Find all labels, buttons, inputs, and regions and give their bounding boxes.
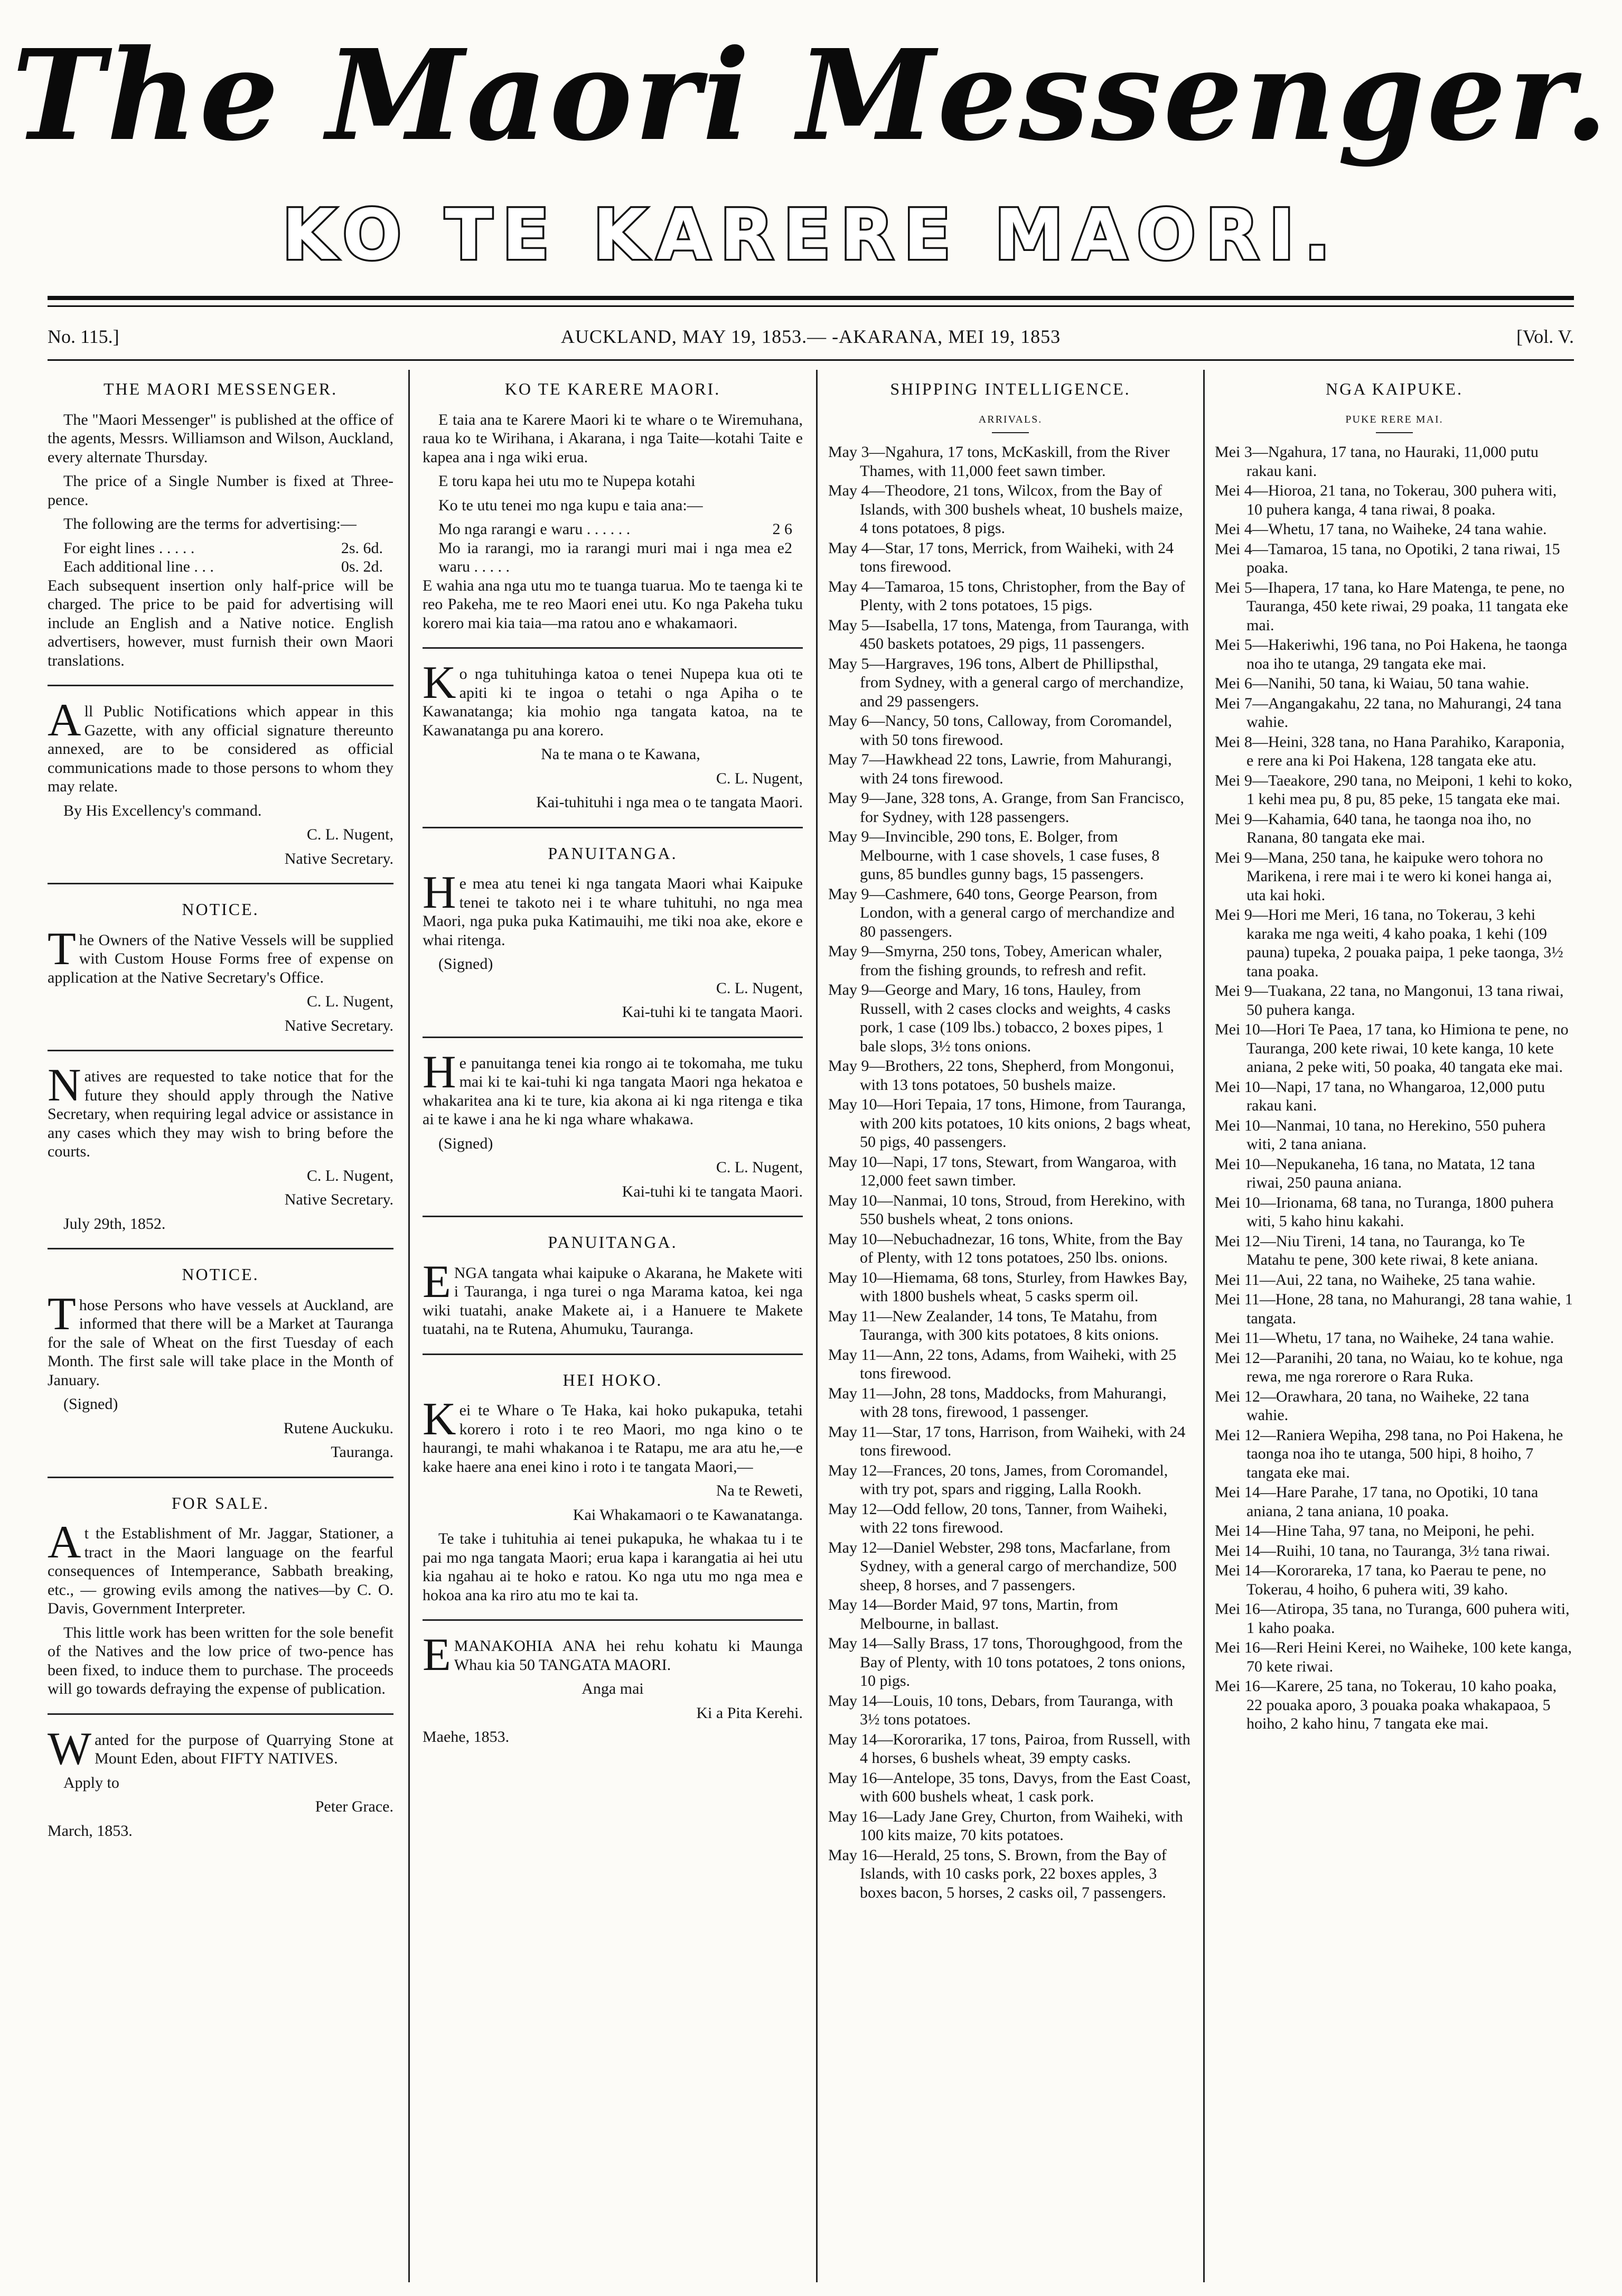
issue-date: AUCKLAND, MAY 19, 1853.— -AKARANA, MEI 19, 1853: [560, 326, 1061, 347]
arrival-entry: Mei 16—Karere, 25 tana, no Tokerau, 10 kaho poaka, 22 pouaka aporo, 3 pouaka poaka whakapaoa, 5 hoiho, 2 kaho hinu, 7 tangata eke mai.: [1215, 1677, 1557, 1732]
arrival-entry: Mei 14—Hare Parahe, 17 tana, no Opotiki, 10 tana aniana, 2 tana aniana, 10 poaka.: [1215, 1483, 1539, 1520]
paragraph: Anga mai: [582, 1680, 644, 1697]
fee-value: 2 6: [772, 520, 792, 538]
fee-row: [48, 539, 393, 558]
arrival-entry: Mei 14—Hine Taha, 97 tana, no Meiponi, he pehi.: [1215, 1522, 1535, 1539]
arrival-entry: Mei 8—Heini, 328 tana, no Hana Parahiko, Karaponia, e rere ana ki Poi Hakena, 128 tangata eke atu.: [1215, 733, 1565, 769]
section-heading: FOR SALE.: [171, 1493, 270, 1513]
separator: [992, 432, 1029, 433]
paragraph: Natives are requested to take notice that for the future they should apply through the Native Secretary, when requiring legal advice or assistance in any cases which they may wish to bring before the courts.: [48, 1060, 393, 1160]
fee-label: For eight lines . . . . .: [63, 539, 195, 557]
arrival-entry: Mei 4—Tamaroa, 15 tana, no Opotiki, 2 tana riwai, 15 poaka.: [1215, 540, 1560, 576]
arrival-entry: May 10—Nanmai, 10 tons, Stroud, from Herekino, with 550 bushels wheat, 2 tons onions.: [828, 1191, 1185, 1228]
arrival-entry: Mei 4—Whetu, 17 tana, no Waiheke, 24 tana wahie.: [1215, 520, 1547, 538]
paragraph: Kei te Whare o Te Haka, kai hoko pukapuka, tetahi korero i roto i te reo Maori, mo nga kino o te haurangi, te mahi whakanoa i te Ratapu, me ara atu he,—e kake haere ana enei kino i roto i te tangata Maori,—: [423, 1394, 803, 1476]
arrival-entry: May 12—Odd fellow, 20 tons, Tanner, from Waiheki, with 22 tons firewood.: [828, 1500, 1167, 1536]
signature: C. L. Nugent,: [716, 979, 803, 997]
signature: C. L. Nugent,: [716, 1159, 803, 1176]
signature-title: Native Secretary.: [284, 1191, 393, 1208]
paragraph: ENGA tangata whai kaipuke o Akarana, he Makete witi i Tauranga, i nga turei o nga Marama katoa, kei nga wiki tuatahi, anake Makete ai, i a Hanuere te Makete tuatahi, na te Rutena, Ahumuku, Tauranga.: [423, 1256, 803, 1338]
arrival-entry: May 16—Antelope, 35 tons, Davys, from the East Coast, with 600 bushels wheat, 1 cask pork.: [828, 1769, 1191, 1805]
arrival-entry: May 11—John, 28 tons, Maddocks, from Mahurangi, with 28 tons, firewood, 1 passenger.: [828, 1384, 1167, 1421]
arrival-entry: May 10—Hori Tepaia, 17 tons, Himone, from Tauranga, with 200 kits potatoes, 10 kits onions, 2 bags wheat, 50 pigs, 40 passengers.: [828, 1096, 1191, 1151]
arrival-entry: May 11—Ann, 22 tons, Adams, from Waiheki, with 25 tons firewood.: [828, 1346, 1177, 1382]
arrival-entry: Mei 10—Napi, 17 tana, no Whangaroa, 12,000 putu rakau kani.: [1215, 1078, 1545, 1114]
top-rule-thin: [48, 305, 1574, 307]
column-english-notices: [48, 372, 393, 2274]
arrival-entry: Mei 9—Kahamia, 640 tana, he taonga noa iho, no Ranana, 80 tangata eke mai.: [1215, 810, 1532, 846]
fee-row: [48, 557, 393, 576]
arrival-entry: Mei 12—Niu Tireni, 14 tana, no Tauranga, ko Te Matahu te pene, 300 kete riwai, 8 kete aniana.: [1215, 1232, 1539, 1268]
section-heading: KO TE KARERE MAORI.: [504, 379, 721, 398]
signature: C. L. Nugent,: [306, 993, 393, 1010]
fee-value: 2: [784, 539, 792, 557]
separator: [423, 1037, 803, 1038]
arrival-entry: Mei 5—Hakeriwhi, 196 tana, no Poi Hakena, he taonga noa iho te utanga, 29 tangata eke mai.: [1215, 636, 1568, 673]
arrival-entry: Mei 14—Kororareka, 17 tana, ko Paerau te pene, no Tokerau, 4 hoiho, 6 puhera witi, 39 kaho.: [1215, 1562, 1546, 1598]
arrival-entry: Mei 16—Atiropa, 35 tana, no Turanga, 600 puhera witi, 1 kaho poaka.: [1215, 1600, 1570, 1637]
arrival-entry: May 14—Sally Brass, 17 tons, Thoroughgood, from the Bay of Plenty, with 10 tons potatoes, 2 tons onions, 10 pigs.: [828, 1635, 1186, 1690]
signature-title: Native Secretary.: [284, 1016, 393, 1034]
section-heading: HEI HOKO.: [562, 1370, 663, 1389]
arrival-entry: Mei 9—Hori me Meri, 16 tana, no Tokerau, 3 kehi karaka me nga weiti, 4 kaho poaka, 1 kehi (109 pauna) tupeka, 2 pouaka paipa, 1 peke taonga, 3½ tana poaka.: [1215, 906, 1563, 980]
column-divider: [408, 370, 410, 2282]
fee-label: Each additional line . . .: [63, 558, 214, 575]
paragraph: Te take i tuhituhia ai tenei pukapuka, he whakaa tu i te pai mo nga tangata Maori; erua kapa i karangatia ai hei utu kia ngahau ai te hoko e ratou. Ko nga utu mo nga mea e hokoa ana ka riro atu mo te kai ta.: [423, 1530, 803, 1604]
column-maori-notices: [423, 372, 803, 2274]
arrival-entry: May 10—Hiemama, 68 tons, Sturley, from Hawkes Bay, with 1800 bushels wheat, 5 casks sperm oil.: [828, 1268, 1188, 1305]
masthead-subtitle: KO TE KARERE MAORI.: [282, 194, 1340, 276]
paragraph: All Public Notifications which appear in this Gazette, with any official signature thereunto annexed, are to be considered as official communications made to those persons to whom they may relate.: [48, 695, 393, 795]
paragraph: At the Establishment of Mr. Jaggar, Stationer, a tract in the Maori language on the fearful consequences of Intemperance, Sabbath breaking, etc., — growing evils among the natives—by C. O. Davis, Government Interpreter.: [48, 1517, 393, 1617]
paragraph: E wahia ana nga utu mo te tuanga tuarua. Mo te taenga ki te reo Pakeha, me te reo Maori enei utu. Ko nga Pakeha tuku korero mai kia taia—ma ratou ano e whakamaori.: [423, 576, 803, 632]
signature: Rutene Auckuku.: [283, 1419, 393, 1437]
fee-label: Mo nga rarangi e waru . . . . . .: [438, 520, 631, 538]
arrivals-list: [828, 443, 1193, 1902]
column-nga-kaipuke: [1215, 372, 1574, 2274]
section-heading: SHIPPING INTELLIGENCE.: [890, 379, 1131, 398]
paragraph: Wanted for the purpose of Quarrying Stone at Mount Eden, about FIFTY NATIVES.: [48, 1723, 393, 1775]
volume-number: [Vol. V.: [1516, 326, 1574, 347]
arrival-entry: May 14—Border Maid, 97 tons, Martin, from Melbourne, in ballast.: [828, 1596, 1119, 1632]
section-heading: THE MAORI MESSENGER.: [103, 379, 338, 398]
arrival-entry: May 9—Invincible, 290 tons, E. Bolger, from Melbourne, with 1 case shovels, 1 case fuses, 8 guns, 85 bundles gunny bags, 15 passengers.: [828, 828, 1160, 883]
arrival-entry: May 9—George and Mary, 16 tons, Hauley, from Russell, with 2 cases clocks and weights, 4 casks pork, 1 case (109 lbs.) tobacco, 2 boxes pipes, 1 bale slops, 3½ tons onions.: [828, 981, 1171, 1055]
dateline: [48, 323, 1574, 350]
arrival-entry: May 14—Kororarika, 17 tons, Pairoa, from Russell, with 4 horses, 6 bushels wheat, 39 empty casks.: [828, 1730, 1190, 1767]
paragraph: The Owners of the Native Vessels will be supplied with Custom House Forms free of expense on application at the Native Secretary's Office.: [48, 923, 393, 986]
arrival-entry: Mei 3—Ngahura, 17 tana, no Hauraki, 11,000 putu rakau kani.: [1215, 443, 1539, 480]
arrival-entry: May 9—Smyrna, 250 tons, Tobey, American whaler, from the fishing grounds, to refresh and refit.: [828, 942, 1162, 979]
section-heading: NOTICE.: [182, 900, 259, 919]
signature-title: Native Secretary.: [284, 850, 393, 867]
signature-title: Kai-tuhi ki te tangata Maori.: [622, 1182, 803, 1200]
section-heading: NGA KAIPUKE.: [1326, 379, 1463, 398]
date-line: July 29th, 1852.: [63, 1215, 166, 1233]
arrival-entry: Mei 10—Irionama, 68 tana, no Turanga, 1800 puhera witi, 5 kaho hinu kakahi.: [1215, 1193, 1554, 1230]
paragraph: Ko te utu tenei mo nga kupu e taia ana:—: [438, 496, 703, 514]
fee-label: Mo ia rarangi, mo ia rarangi muri mai i nga mea e waru . . . . .: [438, 539, 784, 575]
date-line: March, 1853.: [48, 1822, 133, 1840]
paragraph: The following are the terms for advertising:—: [63, 515, 357, 533]
signed-label: (Signed): [63, 1395, 118, 1413]
paragraph: E taia ana te Karere Maori ki te whare o te Wiremuhana, raua ko te Wirihana, i Akarana, i nga Taite—kotahi Taite e kapea ana i nga wiki erua.: [423, 410, 803, 466]
section-subheading: PUKE RERE MAI.: [1345, 413, 1443, 425]
arrival-entry: May 9—Brothers, 22 tons, Shepherd, from Mongonui, with 13 tons potatoes, 50 bushels maize.: [828, 1057, 1174, 1094]
separator: [423, 827, 803, 828]
issue-number: No. 115.]: [48, 326, 119, 347]
column-divider: [816, 370, 818, 2282]
arrival-entry: May 10—Napi, 17 tons, Stewart, from Wangaroa, with 12,000 feet sawn timber.: [828, 1153, 1177, 1189]
separator: [1376, 432, 1413, 433]
arrival-entry: May 4—Theodore, 21 tons, Wilcox, from the Bay of Islands, with 300 bushels wheat, 10 bushels maize, 4 tons potatoes, 8 pigs.: [828, 482, 1183, 537]
arrivals-list: [1215, 443, 1574, 1733]
column-shipping-intelligence: [828, 372, 1193, 2274]
arrival-entry: Mei 16—Reri Heini Kerei, no Waiheke, 100 kete kanga, 70 kete riwai.: [1215, 1639, 1572, 1675]
separator: [423, 1216, 803, 1217]
arrival-entry: Mei 11—Hone, 28 tana, no Mahurangi, 28 tana wahie, 1 tangata.: [1215, 1291, 1573, 1327]
arrival-entry: May 16—Herald, 25 tons, S. Brown, from the Bay of Islands, with 10 casks pork, 22 boxes apples, 3 boxes bacon, 5 horses, 2 casks oil, 7 passengers.: [828, 1846, 1167, 1901]
arrival-entry: May 14—Louis, 10 tons, Debars, from Tauranga, with 3½ tons potatoes.: [828, 1692, 1174, 1728]
signed-label: (Signed): [438, 955, 493, 973]
arrival-entry: May 5—Hargraves, 196 tons, Albert de Phillipsthal, from Sydney, with a general cargo of merchandize, and 29 passengers.: [828, 655, 1184, 710]
paragraph: This little work has been written for the sole benefit of the Natives and the low price of two-pence has been fixed, to induce them to purchase. The proceeds will go towards defraying the expense of publication.: [48, 1623, 393, 1697]
arrival-entry: May 5—Isabella, 17 tons, Matenga, from Tauranga, with 450 baskets potatoes, 29 pigs, 11 passengers.: [828, 616, 1189, 652]
fee-value: 2s. 6d.: [341, 539, 383, 557]
separator: [423, 647, 803, 649]
paragraph: He mea atu tenei ki nga tangata Maori whai Kaipuke tenei te takoto nei i te whare tuhituhi, no nga mea Maori, nga puka puka Katimauihi, me tiki noa ake, ekore e whai ritenga.: [423, 867, 803, 949]
paragraph: He panuitanga tenei kia rongo ai te tokomaha, me tuku mai ki te kai-tuhi ki nga tangata Maori nga hekatoa e whakaritea ana ki te ture, kia akona ai ki nga ritenga e tika ai te kawe i ana he ki nga whare whakawa.: [423, 1046, 803, 1128]
separator: [423, 1619, 803, 1621]
arrival-entry: May 12—Daniel Webster, 298 tons, Macfarlane, from Sydney, with a general cargo of merchandize, 500 sheep, 8 horses, and 7 passengers.: [828, 1538, 1177, 1594]
arrival-entry: Mei 14—Ruihi, 10 tana, no Tauranga, 3½ tana riwai.: [1215, 1542, 1550, 1560]
separator: [48, 1248, 393, 1249]
arrival-entry: Mei 12—Orawhara, 20 tana, no Waiheke, 22 tana wahie.: [1215, 1387, 1530, 1424]
arrival-entry: Mei 7—Angangakahu, 22 tana, no Mahurangi, 24 tana wahie.: [1215, 694, 1562, 731]
arrival-entry: Mei 12—Raniera Wepiha, 298 tana, no Poi Hakena, he taonga noa iho te utanga, 500 hipi, 8 hoiho, 7 tangata eke mai.: [1215, 1426, 1563, 1481]
section-heading: PANUITANGA.: [548, 843, 678, 863]
separator: [423, 1354, 803, 1355]
arrival-entry: Mei 9—Tuakana, 22 tana, no Mangonui, 13 tana riwai, 50 puhera kanga.: [1215, 982, 1564, 1019]
arrival-entry: Mei 11—Whetu, 17 tana, no Waiheke, 24 tana wahie.: [1215, 1329, 1554, 1347]
arrival-entry: Mei 4—Hioroa, 21 tana, no Tokerau, 300 puhera witi, 10 puhera kanga, 4 tana riwai, 8 poaka.: [1215, 482, 1557, 518]
paragraph: Ko nga tuhituhinga katoa o tenei Nupepa kua oti te apiti ki te ingoa o tetahi o nga Apiha o te Kawanatanga; kia mohio nga tangata katoa, na te Kawanatanga pu ana korero.: [423, 657, 803, 739]
signature: Na te Reweti,: [716, 1482, 803, 1499]
separator: [48, 883, 393, 884]
separator: [48, 1477, 393, 1478]
arrival-entry: Mei 9—Taeakore, 290 tana, no Meiponi, 1 kehi to koko, 1 kehi mea pu, 8 pu, 85 peke, 15 tangata eke mai.: [1215, 771, 1572, 808]
arrival-entry: May 9—Cashmere, 640 tons, George Pearson, from London, with a general cargo of merchandize and 80 passengers.: [828, 885, 1175, 940]
signature-title: Kai-tuhi ki te tangata Maori.: [622, 1003, 803, 1021]
paragraph: By His Excellency's command.: [63, 801, 262, 819]
fee-row: [423, 520, 803, 539]
masthead-title: The Maori Messenger.: [12, 22, 1610, 169]
column-divider: [1203, 370, 1205, 2282]
arrival-entry: May 9—Jane, 328 tons, A. Grange, from San Francisco, for Sydney, with 128 passengers.: [828, 789, 1185, 826]
arrival-entry: Mei 9—Mana, 250 tana, he kaipuke wero tohora no Marikena, i rere mai i te wero ki konei hanga ai, uta kai hoki.: [1215, 848, 1552, 904]
arrival-entry: May 11—Star, 17 tons, Harrison, from Waiheki, with 24 tons firewood.: [828, 1423, 1186, 1459]
arrival-entry: Mei 5—Ihapera, 17 tana, ko Hare Matenga, te pene, no Tauranga, 450 kete riwai, 29 poaka, 11 tangata eke mai.: [1215, 578, 1569, 634]
arrival-entry: Mei 10—Nanmai, 10 tana, no Herekino, 550 puhera witi, 2 tana aniana.: [1215, 1116, 1546, 1153]
arrival-entry: May 4—Tamaroa, 15 tons, Christopher, from the Bay of Plenty, with 2 tons potatoes, 15 pigs.: [828, 577, 1185, 614]
top-rule-thick: [48, 296, 1574, 300]
arrival-entry: Mei 11—Aui, 22 tana, no Waiheke, 25 tana wahie.: [1215, 1271, 1536, 1289]
separator: [48, 1713, 393, 1715]
paragraph: The "Maori Messenger" is published at the office of the agents, Messrs. Williamson and Wilson, Auckland, every alternate Thursday.: [48, 410, 393, 466]
paragraph: E toru kapa hei utu mo te Nupepa kotahi: [438, 472, 696, 490]
arrival-entry: May 6—Nancy, 50 tons, Calloway, from Coromandel, with 50 tons firewood.: [828, 712, 1172, 749]
arrival-entry: Mei 10—Hori Te Paea, 17 tana, ko Himiona te pene, no Tauranga, 200 kete riwai, 10 kete kanga, 10 kete aniana, 2 peke witi, 50 poaka, 40 tangata eke mai.: [1215, 1021, 1569, 1076]
signature-title: Kai Whakamaori o te Kawanatanga.: [573, 1506, 803, 1524]
arrival-entry: May 11—New Zealander, 14 tons, Te Matahu, from Tauranga, with 300 kits potatoes, 8 kits onions.: [828, 1307, 1159, 1343]
arrival-entry: Mei 6—Nanihi, 50 tana, ki Waiau, 50 tana wahie.: [1215, 675, 1530, 692]
section-heading: PANUITANGA.: [548, 1233, 678, 1252]
place: Tauranga.: [331, 1443, 393, 1461]
signature: C. L. Nugent,: [306, 826, 393, 843]
signature: Ki a Pita Kerehi.: [696, 1704, 803, 1722]
separator: [48, 685, 393, 686]
section-subheading: ARRIVALS.: [978, 413, 1043, 425]
date-line: Maehe, 1853.: [423, 1728, 510, 1746]
paragraph: Na te mana o te Kawana,: [541, 745, 700, 763]
arrival-entry: May 3—Ngahura, 17 tons, McKaskill, from the River Thames, with 11,000 feet sawn timber.: [828, 443, 1170, 480]
paragraph: Each subsequent insertion only half-price will be charged. The price to be paid for advertising will include an English and a Native notice. English advertisers, however, must furnish their own Maori translations.: [48, 576, 393, 669]
arrival-entry: May 12—Frances, 20 tons, James, from Coromandel, with try pot, spars and rigging, Lalla Rookh.: [828, 1461, 1168, 1498]
signature: C. L. Nugent,: [716, 769, 803, 787]
arrival-entry: May 4—Star, 17 tons, Merrick, from Waiheki, with 24 tons firewood.: [828, 539, 1174, 575]
signature-title: Kai-tuhituhi i nga mea o te tangata Maori.: [536, 794, 803, 811]
arrival-entry: May 10—Nebuchadnezar, 16 tons, White, from the Bay of Plenty, with 12 tons potatoes, 250 lbs. onions.: [828, 1230, 1183, 1266]
arrival-entry: Mei 12—Paranihi, 20 tana, no Waiau, ko te kohue, nga rewa, me nga rorerore o Rara Ruka.: [1215, 1349, 1563, 1385]
arrival-entry: Mei 10—Nepukaneha, 16 tana, no Matata, 12 tana riwai, 250 pauna aniana.: [1215, 1155, 1535, 1191]
paragraph: EMANAKOHIA ANA hei rehu kohatu ki Maunga Whau kia 50 TANGATA MAORI.: [423, 1629, 803, 1681]
paragraph: Those Persons who have vessels at Auckland, are informed that there will be a Market at Tauranga for the sale of Wheat on the first Tuesday of each Month. The first sale will take place in the Month of January.: [48, 1288, 393, 1389]
paragraph: The price of a Single Number is fixed at Three-pence.: [48, 472, 393, 509]
arrival-entry: May 7—Hawkhead 22 tons, Lawrie, from Mahurangi, with 24 tons firewood.: [828, 751, 1172, 787]
separator: [48, 1050, 393, 1051]
signature: Peter Grace.: [315, 1798, 393, 1815]
dateline-rule: [48, 359, 1574, 361]
fee-value: 0s. 2d.: [341, 558, 383, 575]
apply-label: Apply to: [63, 1774, 119, 1791]
signature: C. L. Nugent,: [306, 1166, 393, 1184]
fee-row: [423, 539, 803, 576]
signed-label: (Signed): [438, 1134, 493, 1152]
arrival-entry: May 16—Lady Jane Grey, Churton, from Waiheki, with 100 kits maize, 70 kits potatoes.: [828, 1807, 1183, 1844]
section-heading: NOTICE.: [182, 1265, 259, 1284]
